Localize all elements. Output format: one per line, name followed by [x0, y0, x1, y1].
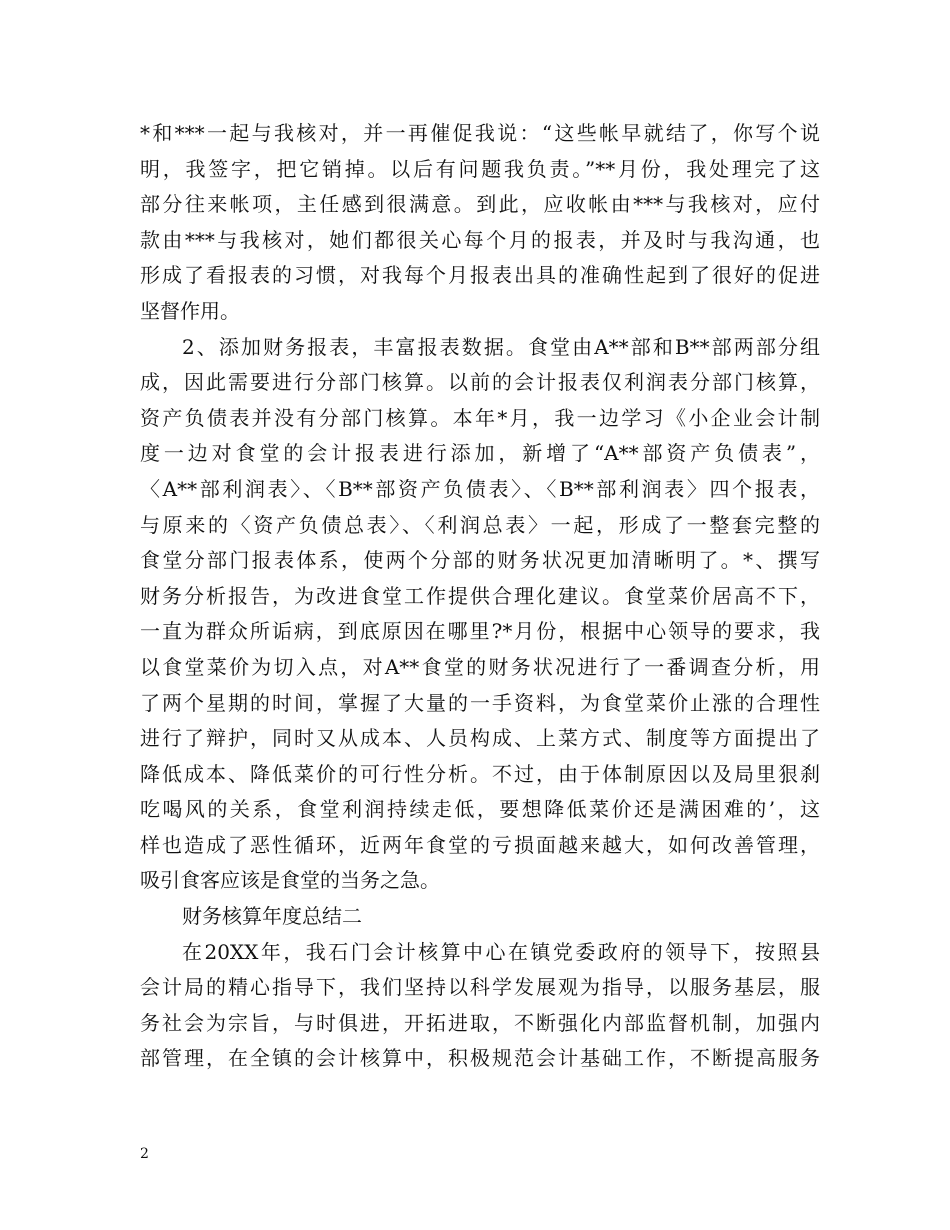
- text-line: 明，我签字，把它销掉。以后有问题我负责。”**月份，我处理完了这: [140, 156, 820, 181]
- text-line: 吃喝风的关系，食堂利润持续走低，要想降低菜价还是满困难的’，这: [140, 797, 820, 822]
- page-number: 2: [140, 1146, 149, 1162]
- text-line: 食堂分部门报表体系，使两个分部的财务状况更加清晰明了。*、撰写: [140, 548, 820, 573]
- text-line: 部分往来帐项，主任感到很满意。到此，应收帐由***与我核对，应付: [140, 192, 820, 217]
- text-line: 坚督作用。: [140, 298, 240, 323]
- text-line: 降低成本、降低菜价的可行性分析。不过，由于体制原因以及局里狠刹: [140, 761, 820, 786]
- text-line: 〈A**部利润表〉、〈B**部资产负债表〉、〈B**部利润表〉四个报表，: [140, 476, 820, 501]
- text-line: 会计局的精心指导下，我们坚持以科学发展观为指导，以服务基层，服: [140, 975, 820, 1000]
- section-heading: 财务核算年度总结二: [182, 904, 362, 929]
- text-line: 以食堂菜价为切入点，对A**食堂的财务状况进行了一番调查分析，用: [140, 654, 820, 679]
- text-line: 款由***与我核对，她们都很关心每个月的报表，并及时与我沟通，也: [140, 227, 820, 252]
- text-line: 财务分析报告，为改进食堂工作提供合理化建议。食堂菜价居高不下，: [140, 583, 820, 608]
- text-line: 部管理，在全镇的会计核算中，积极规范会计基础工作，不断提高服务: [140, 1046, 820, 1071]
- body-text: [140, 116, 820, 1077]
- text-line: 务社会为宗旨，与时俱进，开拓进取，不断强化内部监督机制，加强内: [140, 1010, 820, 1035]
- text-line: 与原来的〈资产负债总表〉、〈利润总表〉一起，形成了一整套完整的: [140, 512, 820, 537]
- text-line: 成，因此需要进行分部门核算。以前的会计报表仅利润表分部门核算，: [140, 370, 820, 395]
- text-line: *和***一起与我核对，并一再催促我说：“这些帐早就结了，你写个说: [140, 121, 820, 145]
- text-line: 吸引食客应该是食堂的当务之急。: [140, 868, 440, 893]
- text-line: 形成了看报表的习惯，对我每个月报表出具的准确性起到了很好的促进: [140, 263, 820, 288]
- text-line: 样也造成了恶性循环，近两年食堂的亏损面越来越大，如何改善管理，: [140, 832, 820, 857]
- text-line: 了两个星期的时间，掌握了大量的一手资料，为食堂菜价止涨的合理性: [140, 690, 820, 715]
- text-line: 进行了辩护，同时又从成本、人员构成、上菜方式、制度等方面提出了: [140, 726, 820, 751]
- text-line: 资产负债表并没有分部门核算。本年*月，我一边学习《小企业会计制: [140, 405, 820, 430]
- text-line: 一直为群众所诟病，到底原因在哪里?*月份，根据中心领导的要求，我: [140, 619, 820, 644]
- text-line: 在20XX年，我石门会计核算中心在镇党委政府的领导下，按照县: [182, 939, 820, 964]
- text-line: 度一边对食堂的会计报表进行添加，新增了“A**部资产负债表”，: [140, 441, 820, 466]
- text-line: 2、添加财务报表，丰富报表数据。食堂由A**部和B**部两部分组: [182, 334, 820, 359]
